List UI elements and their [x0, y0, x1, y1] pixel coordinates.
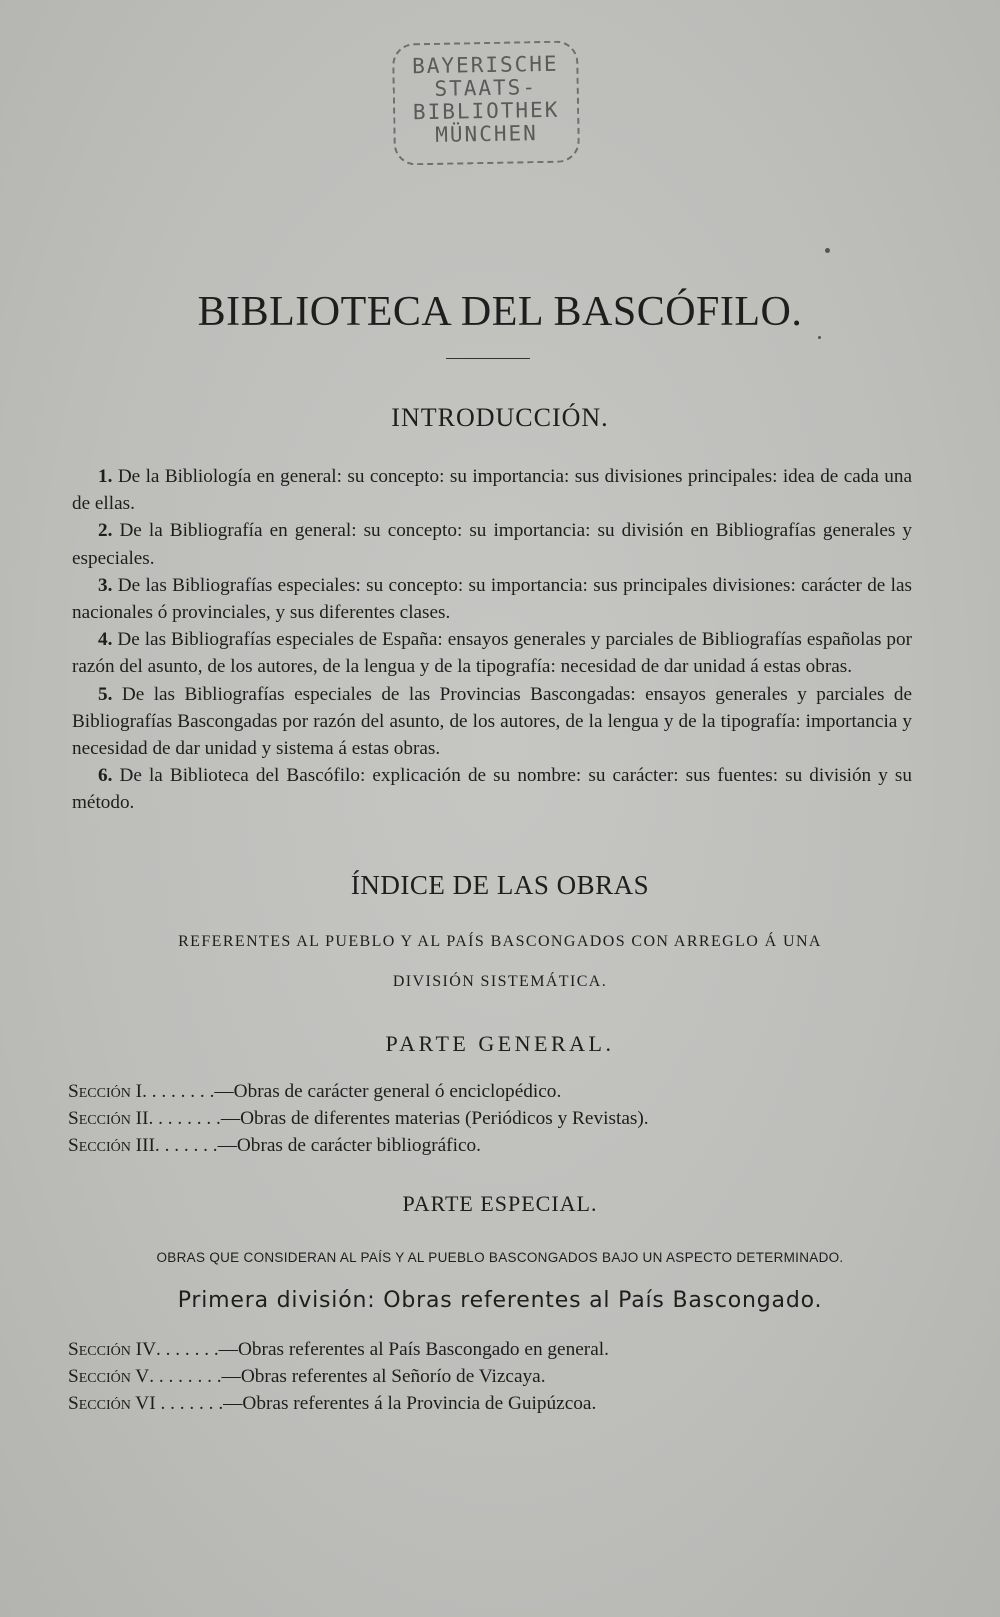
ink-speck: [818, 336, 821, 339]
stamp-line: BAYERISCHE: [411, 51, 559, 79]
stamp-line: MÜNCHEN: [435, 121, 538, 147]
intro-item: [72, 572, 912, 626]
seccion-label: Sección III: [68, 1135, 155, 1156]
seccion-label: Sección V: [68, 1366, 150, 1387]
intro-item-text: De la Bibliografía en general: su concepto: su importancia: su división en Bibliografías generales y especiales.: [72, 520, 912, 569]
seccion-text: —Obras de carácter bibliográfico.: [217, 1135, 481, 1156]
primera-division-heading: Primera división: Obras referentes al País Bascongado.: [177, 1288, 823, 1313]
intro-item: [72, 681, 912, 763]
seccion-label: Sección II: [68, 1108, 149, 1129]
seccion-dots: . . . . . . .: [155, 1393, 224, 1414]
intro-item-number: 1.: [98, 466, 113, 487]
seccion-row: [68, 1336, 609, 1363]
parte-especial-subheading: OBRAS QUE CONSIDERAN AL PAÍS Y AL PUEBLO BASCONGADOS BAJO UN ASPECTO DETERMINADO.: [156, 1250, 844, 1265]
intro-item-text: De las Bibliografías especiales de España: ensayos generales y parciales de Bibliografías españolas por razón del asunto, de los autores, de la lengua y de la tipografía: necesidad de dar unidad á estas obras.: [72, 629, 912, 678]
seccion-dots: . . . . . . .: [156, 1339, 219, 1360]
seccion-text: —Obras referentes al Señorío de Vizcaya.: [221, 1366, 546, 1387]
intro-item-number: 3.: [98, 574, 113, 596]
seccion-text: —Obras referentes á la Provincia de Guipúzcoa.: [223, 1393, 597, 1414]
seccion-text: —Obras de carácter general ó enciclopédico.: [214, 1081, 562, 1102]
seccion-label: Sección VI: [68, 1393, 156, 1414]
indice-subheading: [0, 922, 1000, 1002]
library-stamp: [392, 40, 580, 165]
intro-item-number: 5.: [98, 683, 113, 705]
parte-general-heading: PARTE GENERAL.: [385, 1031, 615, 1056]
seccion-text: —Obras de diferentes materias (Periódicos y Revistas).: [220, 1108, 649, 1129]
intro-item: [72, 762, 912, 816]
parte-especial-list: [68, 1336, 609, 1417]
introduccion-list: [72, 463, 912, 817]
stamp-line: STAATS-: [434, 75, 538, 101]
intro-item-number: 4.: [98, 629, 113, 651]
intro-item-text: De las Bibliografías especiales: su concepto: su importancia: sus principales divisiones: carácter de las nacionales ó provinciales, y sus diferentes clases.: [72, 574, 912, 624]
seccion-text: —Obras referentes al País Bascongado en general.: [218, 1339, 609, 1360]
title-rule: [446, 358, 530, 359]
seccion-label: Sección I: [68, 1081, 143, 1102]
indice-subheading-line: DIVISIÓN SISTEMÁTICA.: [392, 973, 608, 990]
intro-item-text: De la Biblioteca del Bascófilo: explicación de su nombre: su carácter: sus fuentes: su división y su método.: [72, 765, 912, 814]
seccion-row: [68, 1132, 649, 1159]
stamp-line: BIBLIOTHEK: [412, 97, 560, 125]
intro-item-text: De la Bibliología en general: su concepto: su importancia: sus divisiones principales: idea de cada una de ellas.: [72, 466, 912, 515]
intro-item-number: 6.: [98, 765, 113, 787]
seccion-dots: . . . . . . . .: [142, 1081, 215, 1102]
intro-item-number: 2.: [98, 520, 113, 542]
seccion-label: Sección IV: [68, 1339, 156, 1360]
seccion-row: [68, 1078, 649, 1105]
parte-general-list: [68, 1078, 649, 1159]
intro-item: [72, 463, 912, 517]
intro-item: [72, 517, 912, 571]
indice-subheading-line: REFERENTES AL PUEBLO Y AL PAÍS BASCONGADOS CON ARREGLO Á UNA: [178, 933, 822, 950]
intro-item: [72, 626, 912, 680]
seccion-dots: . . . . . . . .: [149, 1366, 222, 1387]
indice-heading: ÍNDICE DE LAS OBRAS: [350, 870, 650, 900]
seccion-row: [68, 1390, 609, 1417]
seccion-row: [68, 1105, 649, 1132]
seccion-dots: . . . . . . . .: [148, 1108, 221, 1129]
parte-especial-heading: PARTE ESPECIAL.: [402, 1191, 598, 1216]
intro-item-text: De las Bibliografías especiales de las Provincias Bascongadas: ensayos generales y parciales de Bibliografías Bascongadas por razón del asunto, de los autores, de la lengua y de la tipografía: importancia y necesidad de dar unidad y sistema á estas obras.: [72, 683, 913, 760]
seccion-row: [68, 1363, 609, 1390]
seccion-dots: . . . . . . .: [154, 1135, 218, 1156]
introduccion-heading: INTRODUCCIÓN.: [391, 403, 609, 432]
page-title: BIBLIOTECA DEL BASCÓFILO.: [197, 289, 803, 335]
ink-speck: [825, 248, 830, 253]
